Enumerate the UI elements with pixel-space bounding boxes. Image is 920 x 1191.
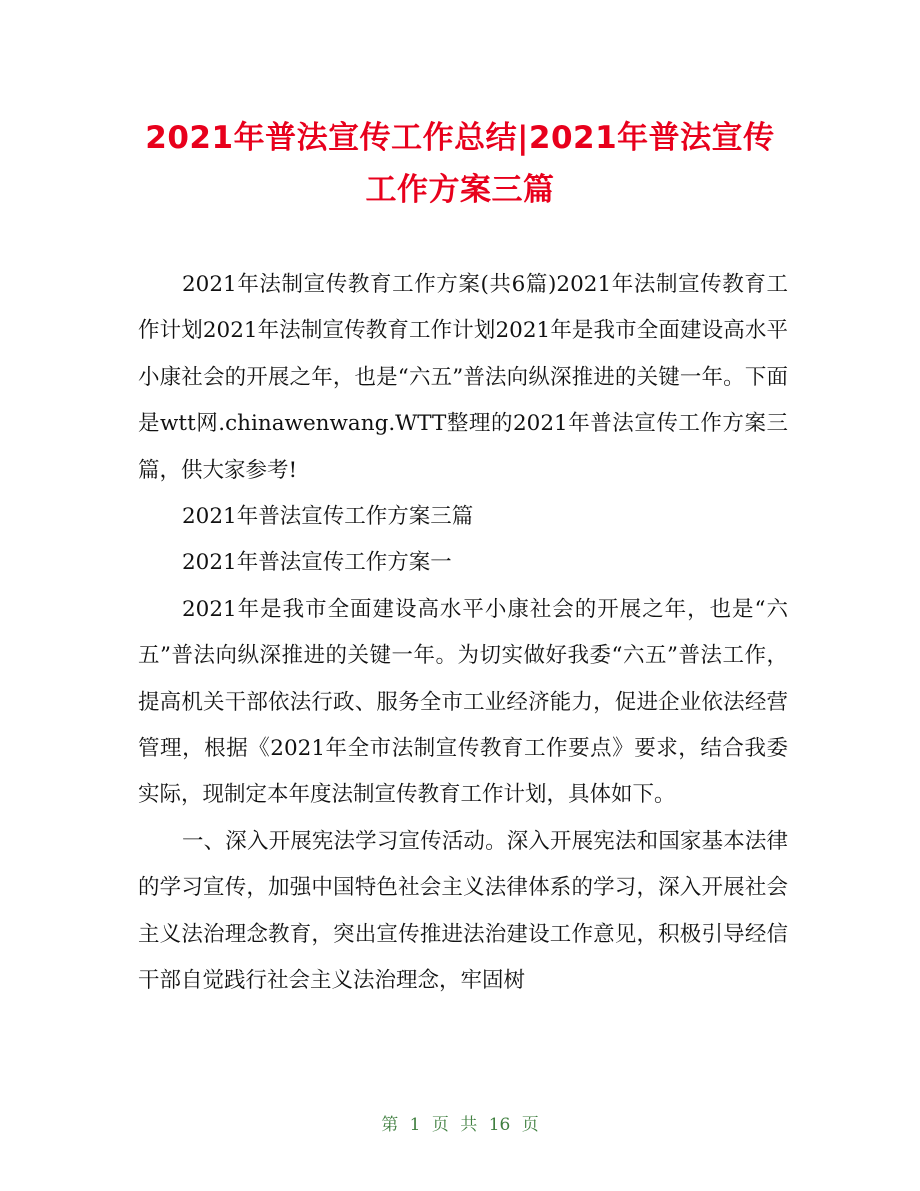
paragraph-item-one: 一、深入开展宪法学习宣传活动。深入开展宪法和国家基本法律的学习宣传，加强中国特色社会主义法律体系的学习，深入开展社会主义法治理念教育，突出宣传推进法治建设工作意见，积极引导经信干部自觉践行社会主义法治理念，牢固树 — [138, 828, 788, 994]
paragraph-section-heading: 2021年普法宣传工作方案一 — [182, 550, 452, 576]
document-title: 2021年普法宣传工作总结|2021年普法宣传工作方案三篇 — [145, 120, 775, 208]
paragraph-intro: 2021年法制宣传教育工作方案(共6篇)2021年法制宣传教育工作计划2021年法制宣传教育工作计划2021年是我市全面建设高水平小康社会的开展之年，也是“六五”普法向纵深推进的关键一年。下面是wtt网.chinawenwang.WTT整理的2021年普法宣传工作方案三篇，供大家参考! — [138, 272, 788, 483]
paragraph-plan-overview: 2021年是我市全面建设高水平小康社会的开展之年，也是“六五”普法向纵深推进的关键一年。为切实做好我委“六五”普法工作，提高机关干部依法行政、服务全市工业经济能力，促进企业依法经营管理，根据《2021年全市法制宣传教育工作要点》要求，结合我委实际，现制定本年度法制宣传教育工作计划，具体如下。 — [138, 596, 788, 808]
paragraph-subtitle: 2021年普法宣传工作方案三篇 — [182, 504, 474, 530]
page-number-footer: 第 1 页 共 16 页 — [381, 1115, 539, 1135]
document-body — [138, 262, 788, 1005]
